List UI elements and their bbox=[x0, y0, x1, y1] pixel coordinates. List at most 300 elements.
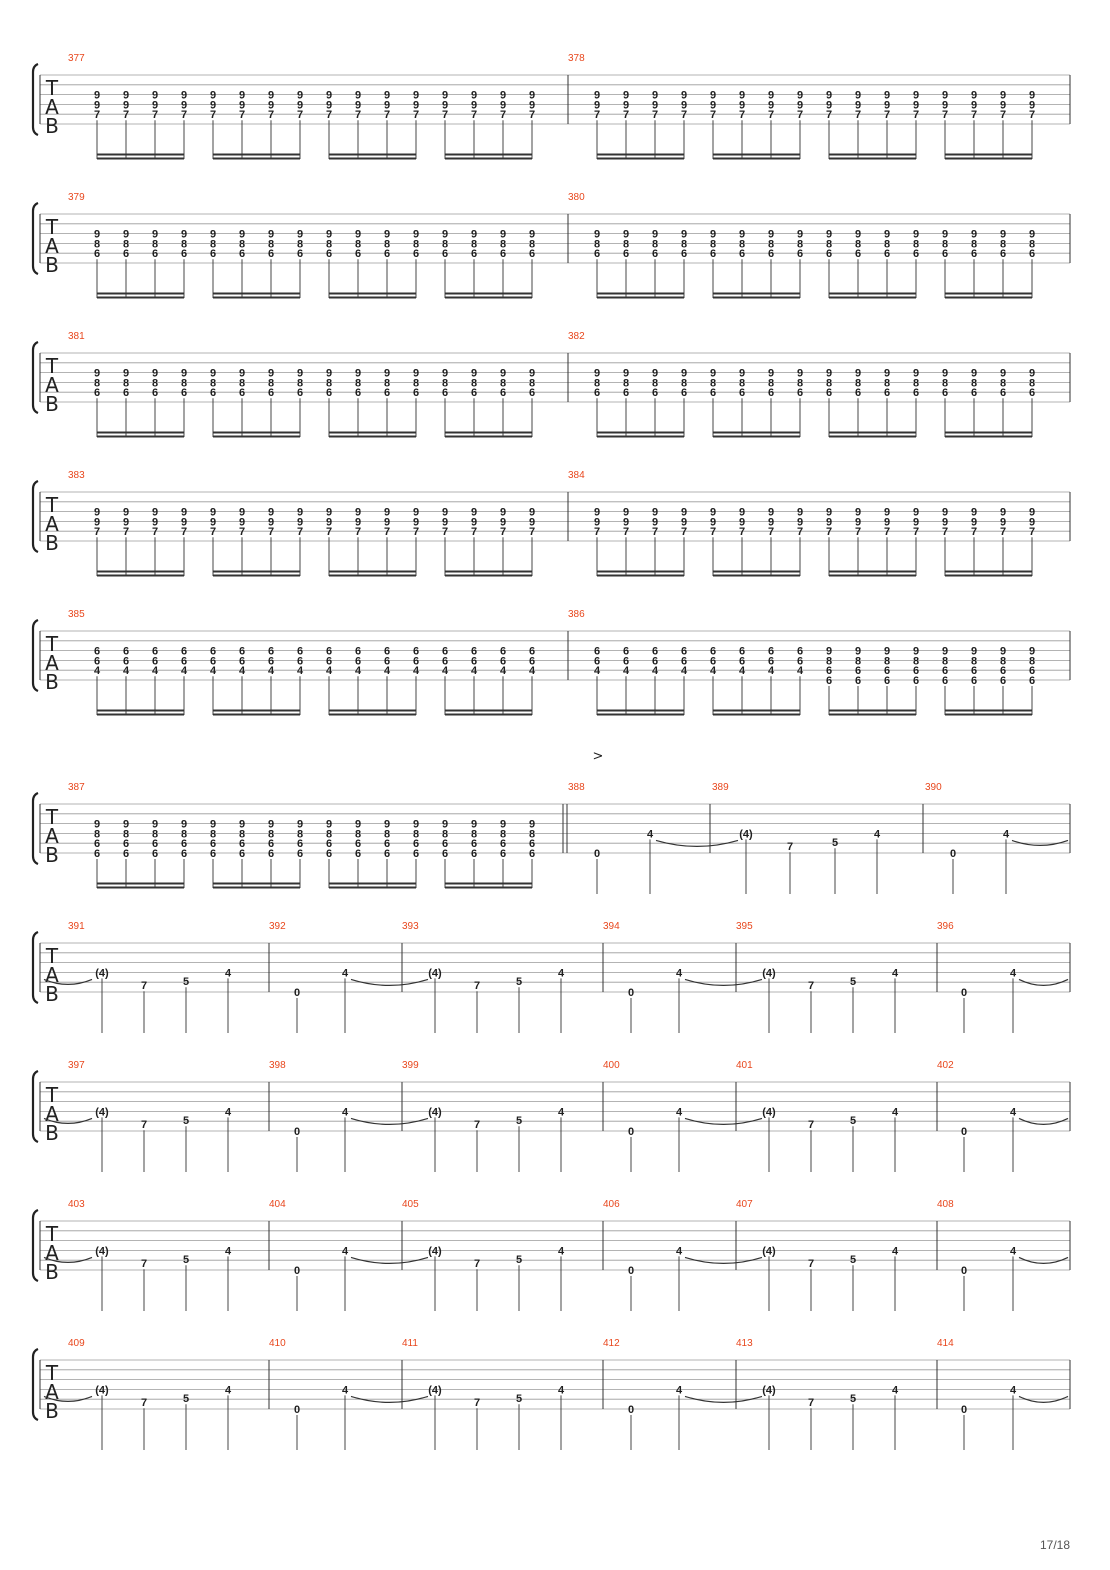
fret-number: 9 bbox=[854, 516, 862, 529]
fret-number: 9 bbox=[651, 99, 659, 112]
tab-clef-a: A bbox=[45, 373, 59, 397]
system-bracket bbox=[33, 1349, 38, 1420]
fret-number: 8 bbox=[970, 238, 978, 251]
tab-clef-t: T bbox=[45, 1083, 59, 1107]
bar-number: 404 bbox=[269, 1199, 286, 1210]
fret-number: 6 bbox=[354, 848, 362, 860]
bar-number: 399 bbox=[402, 1060, 419, 1071]
fret-number: 9 bbox=[622, 99, 630, 112]
fret-number: 6 bbox=[383, 655, 391, 668]
fret-number: 7 bbox=[209, 109, 217, 122]
bar-number: 393 bbox=[402, 921, 419, 932]
fret-number: 6 bbox=[325, 838, 333, 851]
fret-number: 6 bbox=[651, 655, 659, 668]
bar-number: 403 bbox=[68, 1199, 85, 1210]
fret-number: 9 bbox=[999, 89, 1007, 102]
fret-number: 4 bbox=[224, 967, 232, 980]
fret-number: 6 bbox=[825, 248, 833, 261]
fret-number: 0 bbox=[960, 1265, 968, 1277]
fret-number: 9 bbox=[470, 516, 478, 529]
fret-number: 7 bbox=[267, 526, 275, 539]
fret-number: 6 bbox=[825, 665, 833, 678]
bar-number: 378 bbox=[568, 53, 585, 64]
fret-number: 9 bbox=[912, 516, 920, 529]
fret-number: 8 bbox=[738, 377, 746, 390]
fret-number: 8 bbox=[1028, 655, 1036, 668]
fret-number: 6 bbox=[238, 838, 246, 851]
fret-number: 8 bbox=[441, 377, 449, 390]
system-bracket bbox=[33, 932, 38, 1003]
fret-number: 6 bbox=[528, 387, 536, 400]
fret-number: 6 bbox=[593, 248, 601, 261]
fret-number: 6 bbox=[470, 655, 478, 668]
fret-number: 9 bbox=[709, 506, 717, 519]
fret-number: 7 bbox=[140, 1258, 148, 1271]
fret-number: 0 bbox=[960, 987, 968, 999]
fret-number: 8 bbox=[267, 828, 275, 841]
fret-number: 9 bbox=[296, 367, 304, 380]
fret-number: 8 bbox=[854, 655, 862, 668]
fret-number: 7 bbox=[238, 526, 246, 539]
fret-number: 9 bbox=[999, 367, 1007, 380]
fret-number: 9 bbox=[412, 228, 420, 241]
bar-number: 414 bbox=[937, 1338, 954, 1349]
bar-number: 405 bbox=[402, 1199, 419, 1210]
fret-number: 6 bbox=[180, 838, 188, 851]
fret-number: 7 bbox=[93, 109, 101, 122]
fret-number: 8 bbox=[151, 238, 159, 251]
fret-number: 6 bbox=[151, 848, 159, 860]
fret-number: 0 bbox=[293, 987, 301, 999]
fret-number: 4 bbox=[224, 1106, 232, 1119]
fret-number: 9 bbox=[325, 506, 333, 519]
fret-number: 8 bbox=[209, 828, 217, 841]
bar-number: 394 bbox=[603, 921, 620, 932]
fret-number: 9 bbox=[912, 367, 920, 380]
fret-number: 9 bbox=[528, 89, 536, 102]
fret-number: 6 bbox=[354, 248, 362, 261]
fret-number: 7 bbox=[325, 109, 333, 122]
fret-number: 6 bbox=[267, 645, 275, 658]
fret-number: 9 bbox=[796, 367, 804, 380]
page-number: 17/18 bbox=[1039, 1538, 1070, 1552]
tab-clef-t: T bbox=[45, 215, 59, 239]
fret-number: 9 bbox=[354, 818, 362, 831]
fret-number: 4 bbox=[891, 1106, 899, 1119]
fret-number: 9 bbox=[622, 516, 630, 529]
fret-number: 6 bbox=[441, 645, 449, 658]
fret-number: 9 bbox=[1028, 99, 1036, 112]
fret-number: 9 bbox=[883, 367, 891, 380]
fret-number: 9 bbox=[999, 99, 1007, 112]
fret-number: 9 bbox=[825, 516, 833, 529]
fret-number: 9 bbox=[1028, 367, 1036, 380]
fret-number: 6 bbox=[93, 838, 101, 851]
fret-number: 6 bbox=[970, 387, 978, 400]
fret-number: 7 bbox=[825, 526, 833, 539]
fret-number: 9 bbox=[825, 645, 833, 658]
fret-number: 7 bbox=[767, 109, 775, 122]
fret-number: 8 bbox=[470, 238, 478, 251]
fret-number: 5 bbox=[182, 1254, 190, 1267]
fret-number: 6 bbox=[796, 645, 804, 658]
fret-number: 9 bbox=[912, 99, 920, 112]
fret-number: 6 bbox=[912, 387, 920, 400]
fret-number: 9 bbox=[651, 516, 659, 529]
fret-number: 9 bbox=[93, 516, 101, 529]
tab-clef-a: A bbox=[45, 1102, 59, 1126]
fret-number: 6 bbox=[796, 248, 804, 261]
fret-number: 7 bbox=[122, 526, 130, 539]
fret-number: 9 bbox=[296, 818, 304, 831]
fret-number: 7 bbox=[651, 109, 659, 122]
fret-number: 8 bbox=[680, 238, 688, 251]
bar-number: 402 bbox=[937, 1060, 954, 1071]
fret-number: 6 bbox=[122, 248, 130, 261]
fret-number: 4 bbox=[680, 665, 688, 678]
fret-number: 0 bbox=[627, 1126, 635, 1138]
fret-number: 9 bbox=[970, 645, 978, 658]
fret-number: 6 bbox=[970, 675, 978, 687]
fret-number: 9 bbox=[825, 89, 833, 102]
fret-number: 6 bbox=[796, 387, 804, 400]
fret-number: 9 bbox=[912, 645, 920, 658]
tab-clef-t: T bbox=[45, 493, 59, 517]
fret-number: 4 bbox=[325, 665, 333, 678]
fret-number: 7 bbox=[912, 526, 920, 539]
fret-number: 8 bbox=[122, 828, 130, 841]
fret-number: 8 bbox=[854, 377, 862, 390]
bar-number: 395 bbox=[736, 921, 753, 932]
fret-number: 8 bbox=[209, 377, 217, 390]
fret-number: 8 bbox=[122, 238, 130, 251]
fret-number: 6 bbox=[767, 248, 775, 261]
fret-number: 6 bbox=[383, 248, 391, 261]
fret-number: (4) bbox=[762, 967, 776, 980]
fret-number: 9 bbox=[999, 645, 1007, 658]
fret-number: 8 bbox=[1028, 238, 1036, 251]
fret-number: 9 bbox=[267, 367, 275, 380]
fret-number: 4 bbox=[675, 967, 683, 980]
fret-number: 8 bbox=[825, 377, 833, 390]
fret-number: 5 bbox=[182, 1115, 190, 1128]
fret-number: (4) bbox=[428, 1245, 442, 1258]
fret-number: 7 bbox=[941, 526, 949, 539]
fret-number: 8 bbox=[180, 377, 188, 390]
fret-number: 6 bbox=[93, 248, 101, 261]
fret-number: 6 bbox=[325, 848, 333, 860]
fret-number: 0 bbox=[949, 848, 957, 860]
fret-number: 9 bbox=[883, 89, 891, 102]
fret-number: 9 bbox=[941, 516, 949, 529]
fret-number: 8 bbox=[738, 238, 746, 251]
fret-number: 9 bbox=[296, 516, 304, 529]
bar-number: 389 bbox=[712, 782, 729, 793]
fret-number: 7 bbox=[854, 109, 862, 122]
bar-number: 412 bbox=[603, 1338, 620, 1349]
fret-number: 9 bbox=[325, 228, 333, 241]
fret-number: 7 bbox=[499, 109, 507, 122]
bar-number: 379 bbox=[68, 192, 85, 203]
fret-number: 7 bbox=[680, 109, 688, 122]
fret-number: 9 bbox=[180, 99, 188, 112]
fret-number: 9 bbox=[796, 89, 804, 102]
fret-number: 4 bbox=[738, 665, 746, 678]
fret-number: 7 bbox=[441, 526, 449, 539]
fret-number: 7 bbox=[807, 980, 815, 993]
fret-number: 0 bbox=[593, 848, 601, 860]
fret-number: 9 bbox=[151, 516, 159, 529]
fret-number: 8 bbox=[999, 238, 1007, 251]
fret-number: 4 bbox=[238, 665, 246, 678]
fret-number: 4 bbox=[441, 665, 449, 678]
fret-number: 4 bbox=[383, 665, 391, 678]
fret-number: 6 bbox=[528, 248, 536, 261]
fret-number: 9 bbox=[912, 228, 920, 241]
fret-number: 8 bbox=[941, 238, 949, 251]
fret-number: (4) bbox=[428, 1106, 442, 1119]
fret-number: 9 bbox=[796, 506, 804, 519]
fret-number: 9 bbox=[709, 516, 717, 529]
fret-number: 6 bbox=[680, 387, 688, 400]
fret-number: 6 bbox=[383, 387, 391, 400]
fret-number: 8 bbox=[941, 377, 949, 390]
fret-number: 5 bbox=[849, 1254, 857, 1267]
fret-number: 9 bbox=[854, 228, 862, 241]
fret-number: 6 bbox=[767, 387, 775, 400]
fret-number: 9 bbox=[499, 99, 507, 112]
system-bracket bbox=[33, 793, 38, 864]
fret-number: 6 bbox=[622, 655, 630, 668]
fret-number: 8 bbox=[122, 377, 130, 390]
fret-number: 9 bbox=[383, 516, 391, 529]
fret-number: (4) bbox=[428, 967, 442, 980]
fret-number: 9 bbox=[209, 367, 217, 380]
fret-number: 9 bbox=[470, 89, 478, 102]
fret-number: 9 bbox=[238, 228, 246, 241]
tab-clef-b: B bbox=[45, 392, 59, 416]
fret-number: 6 bbox=[499, 387, 507, 400]
fret-number: 6 bbox=[499, 645, 507, 658]
bar-number: 409 bbox=[68, 1338, 85, 1349]
fret-number: 4 bbox=[646, 828, 654, 841]
fret-number: 4 bbox=[354, 665, 362, 678]
fret-number: 5 bbox=[515, 976, 523, 989]
tab-clef-t: T bbox=[45, 354, 59, 378]
fret-number: 6 bbox=[622, 645, 630, 658]
fret-number: 9 bbox=[970, 506, 978, 519]
fret-number: 9 bbox=[499, 818, 507, 831]
fret-number: 6 bbox=[180, 248, 188, 261]
fret-number: 6 bbox=[470, 645, 478, 658]
bar-number: 398 bbox=[269, 1060, 286, 1071]
fret-number: 8 bbox=[528, 377, 536, 390]
fret-number: 9 bbox=[267, 516, 275, 529]
fret-number: 8 bbox=[354, 377, 362, 390]
fret-number: 7 bbox=[325, 526, 333, 539]
fret-number: 9 bbox=[593, 516, 601, 529]
fret-number: 6 bbox=[1028, 675, 1036, 687]
fret-number: 6 bbox=[999, 675, 1007, 687]
fret-number: 6 bbox=[267, 848, 275, 860]
fret-number: 5 bbox=[849, 976, 857, 989]
fret-number: 6 bbox=[209, 248, 217, 261]
fret-number: 9 bbox=[93, 506, 101, 519]
fret-number: 6 bbox=[825, 675, 833, 687]
tab-clef-b: B bbox=[45, 670, 59, 694]
fret-number: 7 bbox=[354, 526, 362, 539]
fret-number: 9 bbox=[680, 367, 688, 380]
fret-number: 9 bbox=[883, 99, 891, 112]
fret-number: 9 bbox=[796, 228, 804, 241]
fret-number: 6 bbox=[738, 248, 746, 261]
fret-number: 9 bbox=[970, 89, 978, 102]
fret-number: 8 bbox=[267, 377, 275, 390]
fret-number: 6 bbox=[122, 838, 130, 851]
fret-number: 7 bbox=[528, 526, 536, 539]
fret-number: 6 bbox=[709, 655, 717, 668]
bar-number: 411 bbox=[402, 1338, 418, 1349]
tab-clef-b: B bbox=[45, 531, 59, 555]
fret-number: 4 bbox=[224, 1384, 232, 1397]
fret-number: 6 bbox=[383, 645, 391, 658]
fret-number: 8 bbox=[680, 377, 688, 390]
fret-number: 4 bbox=[675, 1106, 683, 1119]
fret-number: 4 bbox=[341, 1245, 349, 1258]
accent-mark: > bbox=[592, 749, 604, 764]
fret-number: 6 bbox=[941, 675, 949, 687]
fret-number: 6 bbox=[470, 838, 478, 851]
fret-number: 6 bbox=[122, 848, 130, 860]
fret-number: 7 bbox=[209, 526, 217, 539]
fret-number: 9 bbox=[738, 367, 746, 380]
tab-clef-b: B bbox=[45, 1399, 59, 1423]
fret-number: 8 bbox=[499, 828, 507, 841]
fret-number: 9 bbox=[238, 516, 246, 529]
fret-number: 9 bbox=[738, 516, 746, 529]
fret-number: 6 bbox=[325, 645, 333, 658]
tab-clef-a: A bbox=[45, 824, 59, 848]
fret-number: 9 bbox=[209, 89, 217, 102]
fret-number: 6 bbox=[412, 655, 420, 668]
fret-number: 9 bbox=[593, 89, 601, 102]
fret-number: 9 bbox=[999, 506, 1007, 519]
fret-number: (4) bbox=[95, 1245, 109, 1258]
fret-number: 9 bbox=[854, 89, 862, 102]
fret-number: 9 bbox=[941, 367, 949, 380]
fret-number: 9 bbox=[325, 516, 333, 529]
fret-number: 9 bbox=[325, 367, 333, 380]
tab-clef-b: B bbox=[45, 114, 59, 138]
fret-number: 8 bbox=[499, 238, 507, 251]
fret-number: 7 bbox=[883, 109, 891, 122]
fret-number: 6 bbox=[796, 655, 804, 668]
fret-number: 8 bbox=[93, 238, 101, 251]
fret-number: 9 bbox=[528, 516, 536, 529]
fret-number: 4 bbox=[557, 1384, 565, 1397]
fret-number: 6 bbox=[325, 248, 333, 261]
fret-number: 8 bbox=[854, 238, 862, 251]
bar-number: 377 bbox=[68, 53, 85, 64]
fret-number: 4 bbox=[651, 665, 659, 678]
fret-number: 7 bbox=[807, 1397, 815, 1410]
fret-number: 9 bbox=[151, 367, 159, 380]
fret-number: 9 bbox=[825, 228, 833, 241]
fret-number: 9 bbox=[680, 228, 688, 241]
fret-number: 6 bbox=[1028, 248, 1036, 261]
fret-number: 6 bbox=[441, 387, 449, 400]
fret-number: 9 bbox=[1028, 89, 1036, 102]
fret-number: 9 bbox=[412, 99, 420, 112]
fret-number: 8 bbox=[238, 238, 246, 251]
fret-number: 9 bbox=[180, 367, 188, 380]
fret-number: 6 bbox=[593, 655, 601, 668]
fret-number: 5 bbox=[831, 837, 839, 850]
fret-number: 6 bbox=[180, 387, 188, 400]
fret-number: 6 bbox=[354, 645, 362, 658]
fret-number: 7 bbox=[593, 109, 601, 122]
fret-number: 6 bbox=[238, 655, 246, 668]
fret-number: 8 bbox=[593, 377, 601, 390]
bar-number: 380 bbox=[568, 192, 585, 203]
fret-number: 6 bbox=[528, 848, 536, 860]
fret-number: 4 bbox=[499, 665, 507, 678]
fret-number: 9 bbox=[151, 89, 159, 102]
fret-number: 6 bbox=[499, 848, 507, 860]
bar-number: 397 bbox=[68, 1060, 85, 1071]
fret-number: 6 bbox=[238, 248, 246, 261]
tab-clef-a: A bbox=[45, 1241, 59, 1265]
fret-number: 4 bbox=[622, 665, 630, 678]
fret-number: 8 bbox=[912, 238, 920, 251]
fret-number: 9 bbox=[470, 228, 478, 241]
fret-number: 6 bbox=[470, 387, 478, 400]
fret-number: 6 bbox=[412, 387, 420, 400]
fret-number: 7 bbox=[473, 1258, 481, 1271]
fret-number: 5 bbox=[515, 1254, 523, 1267]
fret-number: 6 bbox=[412, 848, 420, 860]
fret-number: 4 bbox=[412, 665, 420, 678]
fret-number: 6 bbox=[180, 645, 188, 658]
fret-number: 8 bbox=[883, 655, 891, 668]
fret-number: 9 bbox=[738, 506, 746, 519]
fret-number: 9 bbox=[180, 506, 188, 519]
bar-number: 388 bbox=[568, 782, 585, 793]
fret-number: 7 bbox=[140, 1119, 148, 1132]
bar-number: 408 bbox=[937, 1199, 954, 1210]
bar-number: 410 bbox=[269, 1338, 286, 1349]
fret-number: 6 bbox=[209, 848, 217, 860]
fret-number: 8 bbox=[912, 377, 920, 390]
fret-number: 6 bbox=[499, 655, 507, 668]
fret-number: 7 bbox=[593, 526, 601, 539]
fret-number: 7 bbox=[499, 526, 507, 539]
fret-number: 9 bbox=[383, 99, 391, 112]
fret-number: 8 bbox=[180, 238, 188, 251]
fret-number: 6 bbox=[709, 248, 717, 261]
fret-number: 9 bbox=[970, 367, 978, 380]
fret-number: 8 bbox=[883, 238, 891, 251]
fret-number: 4 bbox=[296, 665, 304, 678]
fret-number: 9 bbox=[441, 99, 449, 112]
fret-number: 9 bbox=[238, 818, 246, 831]
fret-number: 4 bbox=[151, 665, 159, 678]
fret-number: 8 bbox=[296, 828, 304, 841]
fret-number: 8 bbox=[383, 828, 391, 841]
tab-clef-b: B bbox=[45, 253, 59, 277]
fret-number: 6 bbox=[267, 838, 275, 851]
fret-number: 9 bbox=[412, 367, 420, 380]
